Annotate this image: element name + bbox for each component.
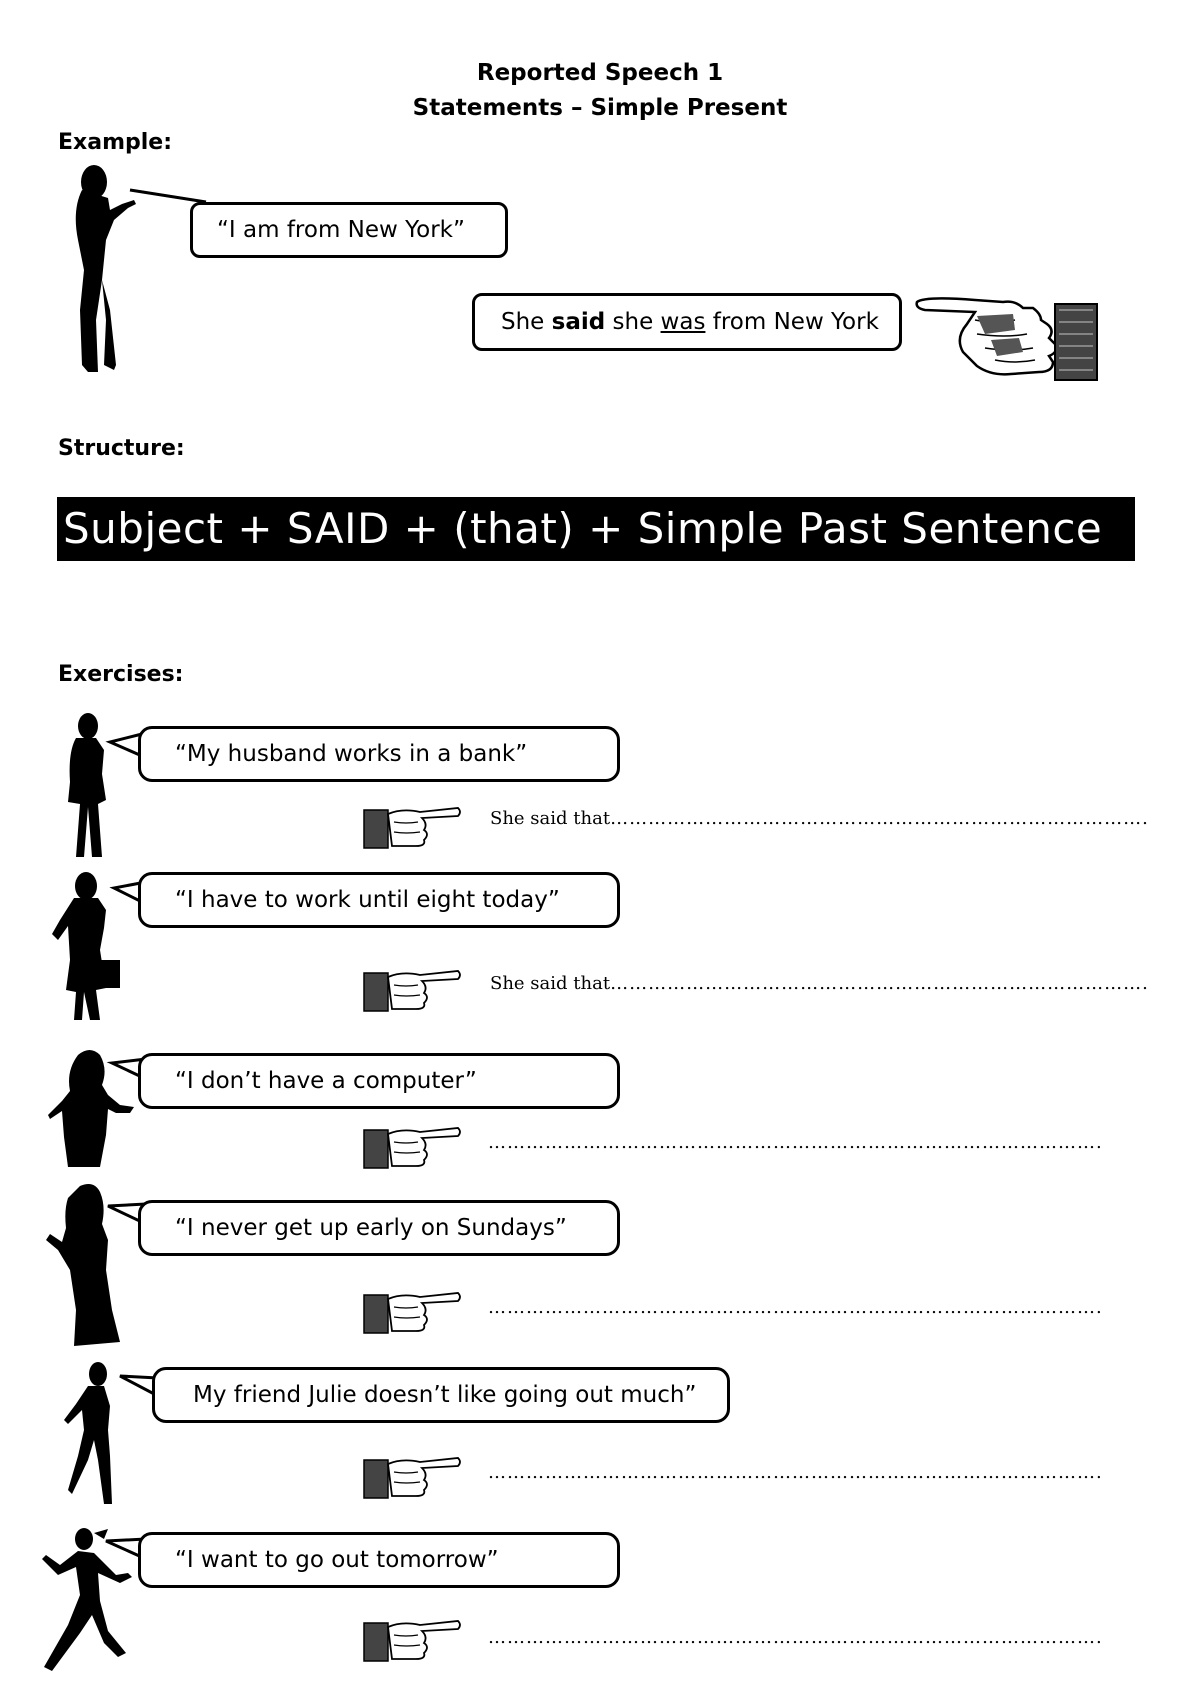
pointing-hand-icon xyxy=(362,800,462,850)
exercise-6-answer-line[interactable]: ……………………………………………………………………………………. xyxy=(488,1627,1103,1648)
pointing-hand-icon xyxy=(362,1450,462,1500)
exercise-2-quote-bubble xyxy=(138,872,620,928)
pointing-hand-icon xyxy=(915,290,1100,385)
example-label: Example: xyxy=(58,130,172,155)
exercise-4-quote: “I never get up early on Sundays” xyxy=(175,1215,567,1241)
exercise-1-quote: “My husband works in a bank” xyxy=(175,741,528,767)
example-reported-sentence: She said she was from New York xyxy=(501,309,879,335)
exercise-3-answer-line[interactable]: ……………………………………………………………………………………. xyxy=(488,1132,1103,1153)
page-title: Reported Speech 1 xyxy=(476,60,724,86)
pointing-hand-icon xyxy=(362,1285,462,1335)
exercises-label: Exercises: xyxy=(58,662,184,687)
exercise-5-quote: My friend Julie doesn’t like going out much” xyxy=(193,1382,697,1408)
exercise-6-quote-bubble xyxy=(138,1532,620,1588)
exercise-1-answer-line[interactable]: She said that…………………………………………………………………………. xyxy=(490,808,1149,829)
pointing-hand-icon xyxy=(362,1613,462,1663)
exercise-4-answer-line[interactable]: ……………………………………………………………………………………. xyxy=(488,1297,1103,1318)
example-quote-bubble xyxy=(190,202,508,258)
structure-label: Structure: xyxy=(58,436,185,461)
example-quote: “I am from New York” xyxy=(217,217,465,243)
pointing-hand-icon xyxy=(362,1120,462,1170)
page-subtitle: Statements – Simple Present xyxy=(412,95,788,121)
exercise-5-quote-bubble xyxy=(152,1367,730,1423)
exercise-3-quote-bubble xyxy=(138,1053,620,1109)
exercise-2-answer-line[interactable]: She said that…………………………………………………………………………. xyxy=(490,973,1149,994)
speech-bubble-tail xyxy=(108,730,142,760)
exercise-1-quote-bubble xyxy=(138,726,620,782)
structure-formula: Subject + SAID + (that) + Simple Past Sentence xyxy=(57,497,1135,561)
pointing-hand-icon xyxy=(362,963,462,1013)
exercise-3-quote: “I don’t have a computer” xyxy=(175,1068,477,1094)
exercise-4-quote-bubble xyxy=(138,1200,620,1256)
exercise-6-quote: “I want to go out tomorrow” xyxy=(175,1547,499,1573)
exercise-5-answer-line[interactable]: ……………………………………………………………………………………. xyxy=(488,1462,1103,1483)
example-reported-bubble xyxy=(472,293,902,351)
exercise-2-quote: “I have to work until eight today” xyxy=(175,887,560,913)
